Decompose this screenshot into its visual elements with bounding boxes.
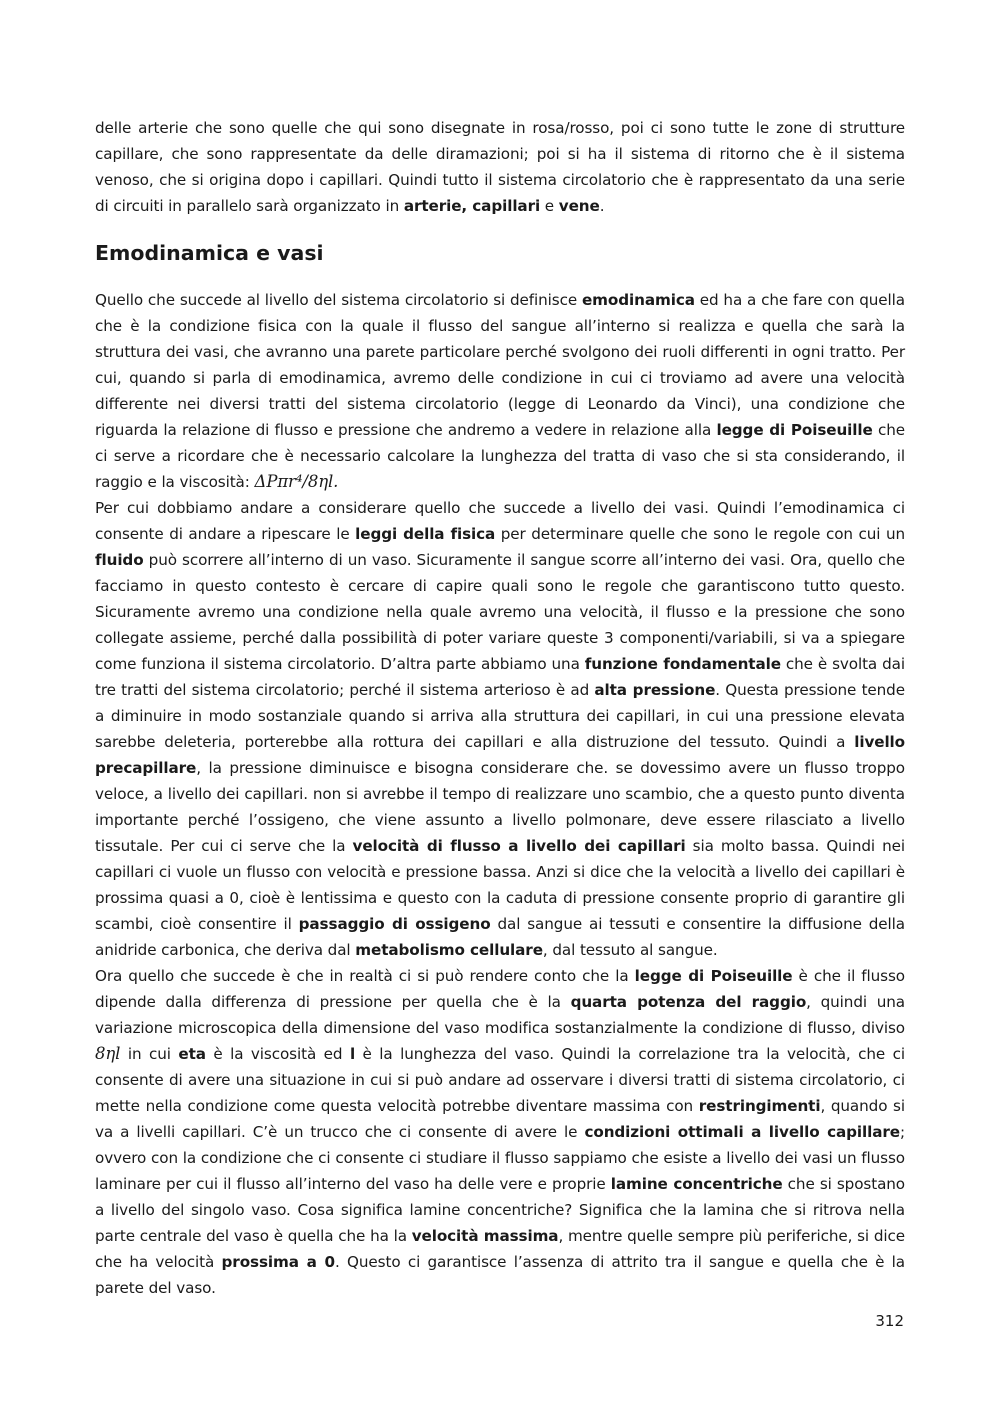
text-run: , quando si va a livelli capillari. C’è un trucco che ci consente di avere le: [95, 1097, 905, 1141]
bold-term: legge di Poiseuille: [716, 421, 873, 439]
text-run: per determinare quelle che sono le regole con cui un: [495, 525, 906, 543]
text-run: in cui: [120, 1045, 179, 1063]
text-run: e: [540, 197, 559, 215]
bold-term: metabolismo cellulare: [355, 941, 543, 959]
bold-term: passaggio di ossigeno: [298, 915, 491, 933]
bold-term: restringimenti: [698, 1097, 821, 1115]
bold-term: l: [349, 1045, 356, 1063]
text-run: è la lunghezza del vaso. Quindi la correlazione tra la velocità, che ci consente di avere una situazione in cui si può andare ad osservare i diversi tratti di sistema circolatorio, ci mette nella condizione come questa velocità potrebbe diventare massima con: [95, 1045, 905, 1115]
page-number: 312: [875, 1312, 904, 1330]
bold-term: funzione fondamentale: [584, 655, 781, 673]
bold-term: vene: [558, 197, 600, 215]
text-run: , mentre quelle sempre più periferiche, si dice che ha velocità: [95, 1227, 905, 1271]
bold-term: lamine concentriche: [610, 1175, 783, 1193]
bold-term: velocità massima: [411, 1227, 559, 1245]
bold-term: velocità di flusso a livello dei capillari: [352, 837, 686, 855]
viscosity-formula: 8ηl: [95, 1044, 121, 1063]
text-run: . Questo ci garantisce l’assenza di attrito tra il sangue e quella che è la parete del vaso.: [95, 1253, 905, 1297]
bold-term: eta: [178, 1045, 206, 1063]
bold-term: condizioni ottimali a livello capillare: [584, 1123, 900, 1141]
bold-term: leggi della fisica: [355, 525, 496, 543]
text-run: . Questa pressione tende a diminuire in modo sostanziale quando si arriva alla struttura dei capillari, in cui una pressione elevata sarebbe deleteria, porterebbe alla rottura dei capillari e alla distruzione del tessuto. Quindi a: [95, 681, 905, 751]
bold-term: emodinamica: [581, 291, 695, 309]
bold-term: legge di Poiseuille: [634, 967, 793, 985]
text-run: che si spostano a livello del singolo vaso. Cosa significa lamine concentriche? Significa che la lamina che si ritrova nella parte centrale del vaso è quella che ha la: [95, 1175, 905, 1245]
paragraph-vasi: [95, 495, 905, 963]
text-run: che ci serve a ricordare che è necessario calcolare la lunghezza del tratta di vaso che si sta considerando, il raggio e la viscosità:: [95, 421, 905, 491]
text-run: , la pressione diminuisce e bisogna considerare che. se dovessimo avere un flusso troppo veloce, a livello dei capillari. non si avrebbe il tempo di realizzare uno scambio, che a questo punto diventa importante perché l’ossigeno, che viene assunto a livello polmonare, deve essere rilasciato a livello tissutale. Per cui ci serve che la: [95, 759, 905, 855]
text-run: ; ovvero con la condizione che ci consente ci studiare il flusso sappiamo che esiste a livello dei vasi un flusso laminare per cui il flusso all’interno del vaso ha delle vere e proprie: [95, 1123, 905, 1193]
bold-term: prossima a 0: [221, 1253, 336, 1271]
text-run: è che il flusso dipende dalla differenza di pressione per quella che è la: [95, 967, 905, 1011]
text-run: che è svolta dai tre tratti del sistema circolatorio; perché il sistema arterioso è ad: [95, 655, 905, 699]
text-run: delle arterie che sono quelle che qui sono disegnate in rosa/rosso, poi ci sono tutte le zone di strutture capillare, che sono rappresentate da delle diramazioni; poi si ha il sistema di ritorno che è il sistema venoso, che si origina dopo i capillari. Quindi tutto il sistema circolatorio che è rappresentato da una serie di circuiti in parallelo sarà organizzato in: [95, 119, 905, 215]
text-run: Ora quello che succede è che in realtà ci si può rendere conto che la: [95, 967, 635, 985]
text-run: , dal tessuto al sangue.: [542, 941, 718, 959]
section-heading: Emodinamica e vasi: [95, 241, 324, 265]
paragraph-emodinamica: [95, 287, 905, 495]
poiseuille-formula: ΔPπr⁴/8ηl.: [254, 472, 339, 491]
intro-paragraph: [95, 115, 905, 219]
text-run: è la viscosità ed: [205, 1045, 350, 1063]
bold-term: arterie, capillari: [403, 197, 541, 215]
text-run: sia molto bassa. Quindi nei capillari ci vuole un flusso con velocità e pressione bassa. Anzi si dice che la velocità a livello dei capillari è prossima quasi a 0, cioè è lentissima e questo con la caduta di pressione consente proprio di garantire gli scambi, cioè consentire il: [95, 837, 905, 933]
text-run: dal sangue ai tessuti e consentire la diffusione della anidride carbonica, che deriva dal: [95, 915, 905, 959]
bold-term: alta pressione: [594, 681, 716, 699]
bold-term: livello precapillare: [95, 733, 905, 777]
text-run: .: [599, 197, 605, 215]
paragraph-poiseuille: [95, 963, 905, 1301]
text-run: Quello che succede al livello del sistema circolatorio si definisce: [95, 291, 582, 309]
section-body: [95, 287, 905, 1301]
text-run: ed ha a che fare con quella che è la condizione fisica con la quale il flusso del sangue all’interno si realizza e quella che sarà la struttura dei vasi, che avranno una parete particolare perché svolgono dei ruoli differenti in ogni tratto. Per cui, quando si parla di emodinamica, avremo delle condizione in cui ci troviamo ad avere una velocità differente nei diversi tratti del sistema circolatorio (legge di Leonardo da Vinci), una condizione che riguarda la relazione di flusso e pressione che andremo a vedere in relazione alla: [95, 291, 905, 439]
text-run: può scorrere all’interno di un vaso. Sicuramente il sangue scorre all’interno dei vasi. Ora, quello che facciamo in questo contesto è cercare di capire quali sono le regole che garantiscono tutto questo. Sicuramente avremo una condizione nella quale avremo una velocità, il flusso e la pressione che sono collegate assieme, perché dalla possibilità di poter variare queste 3 componenti/variabili, si va a spiegare come funziona il sistema circolatorio. D’altra parte abbiamo una: [95, 551, 905, 673]
bold-term: fluido: [95, 551, 144, 569]
text-run: , quindi una variazione microscopica della dimensione del vaso modifica sostanzialmente la condizione di flusso, diviso: [95, 993, 905, 1037]
text-run: Per cui dobbiamo andare a considerare quello che succede a livello dei vasi. Quindi l’emodinamica ci consente di andare a ripescare le: [95, 499, 905, 543]
bold-term: quarta potenza del raggio: [570, 993, 807, 1011]
